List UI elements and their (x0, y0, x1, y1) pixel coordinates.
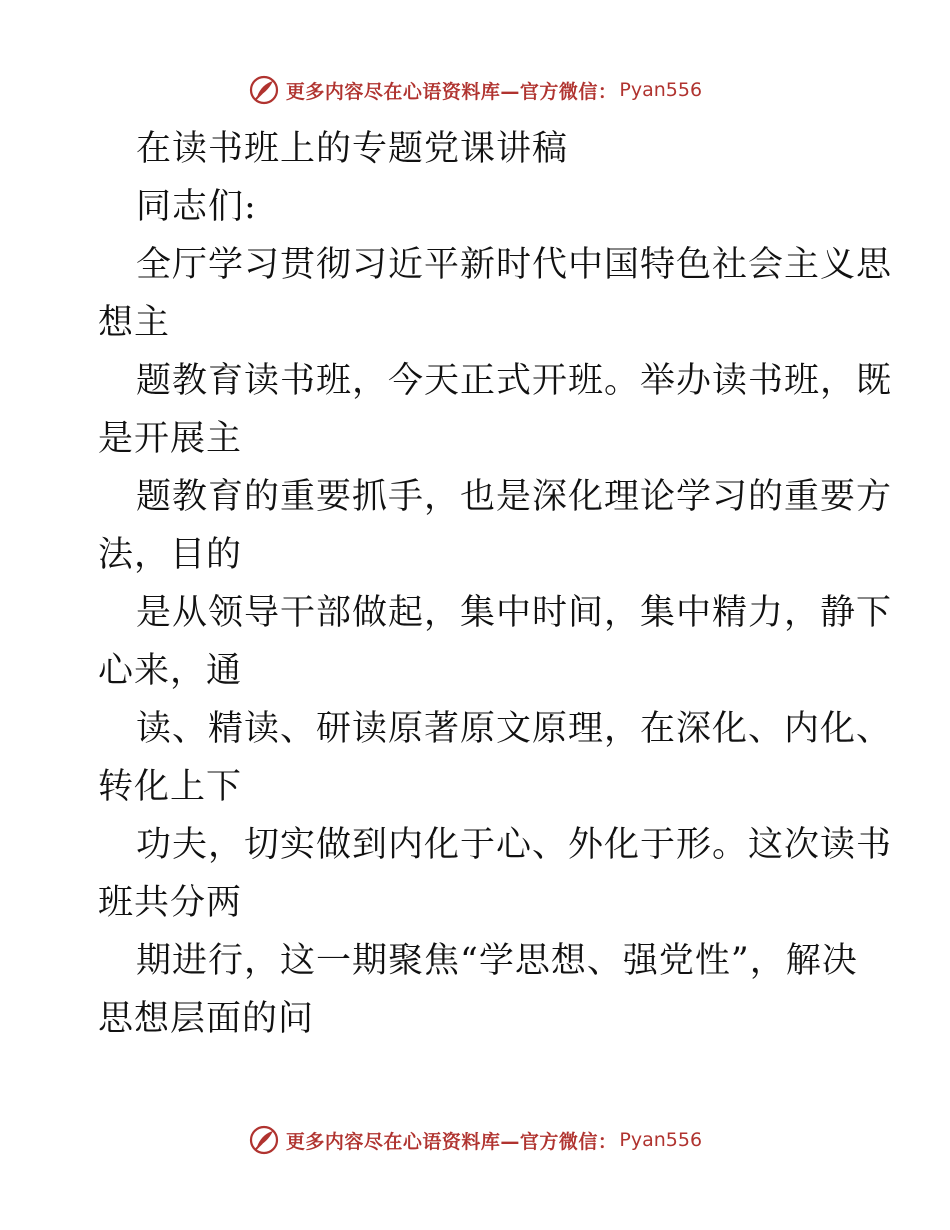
watermark-text: 更多内容尽在心语资料库—官方微信： (285, 80, 618, 103)
watermark-text: 更多内容尽在心语资料库—官方微信： (285, 1130, 618, 1153)
document-title: 在读书班上的专题党课讲稿 (136, 129, 569, 169)
paragraph-line: 思想层面的问 (98, 999, 315, 1039)
paragraph-line: 题教育的重要抓手，也是深化理论学习的重要方 (136, 477, 893, 517)
paragraph-line: 是开展主 (98, 419, 243, 459)
paragraph-line: 功夫，切实做到内化于心、外化于形。这次读书 (136, 825, 893, 865)
feather-pen-logo-icon (248, 1124, 280, 1156)
paragraph-line: 是从领导干部做起，集中时间，集中精力，静下 (136, 593, 893, 633)
paragraph-line: 想主 (98, 303, 171, 343)
paragraph-line: 心来，通 (98, 651, 243, 691)
paragraph-line: 全厅学习贯彻习近平新时代中国特色社会主义思 (136, 245, 893, 285)
paragraph-line: 法，目的 (98, 535, 243, 575)
footer-watermark (0, 1120, 950, 1160)
watermark-account: Pyan556 (619, 79, 703, 101)
feather-pen-logo-icon (248, 74, 280, 106)
document-body (98, 120, 893, 1048)
header-watermark (0, 70, 950, 110)
paragraph-line: 转化上下 (98, 767, 243, 807)
paragraph-line: 读、精读、研读原著原文原理，在深化、内化、 (136, 709, 893, 749)
paragraph-line: 题教育读书班，今天正式开班。举办读书班，既 (136, 361, 893, 401)
watermark-account: Pyan556 (619, 1129, 703, 1151)
paragraph-line: 期进行，这一期聚焦“学思想、强党性”，解决 (136, 941, 858, 981)
paragraph-line: 班共分两 (98, 883, 243, 923)
salutation: 同志们: (136, 187, 257, 227)
